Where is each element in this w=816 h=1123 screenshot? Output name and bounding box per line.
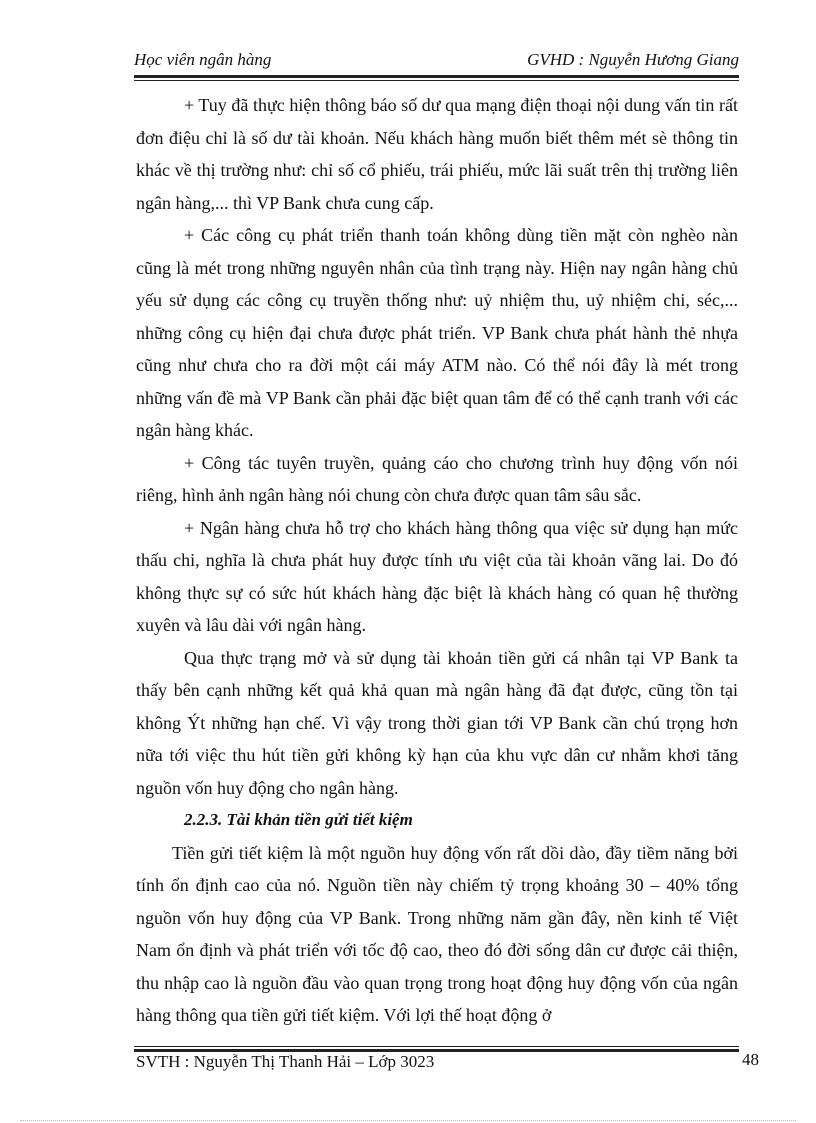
header-institution: Học viên ngân hàng	[134, 50, 272, 69]
paragraph-advertising: + Công tác tuyên truyền, quảng cáo cho chương trình huy động vốn nói riêng, hình ảnh ngân hàng nói chung còn chưa được quan tâm sâu sắc.	[136, 452, 738, 505]
paragraph-summary: Qua thực trạng mở và sử dụng tài khoản tiền gửi cá nhân tại VP Bank ta thấy bên cạnh những kết quả khả quan mà ngân hàng đã đạt được, cũng tồn tại không Ýt những hạn chế. Vì vậy trong thời gian tới VP Bank cần chú trọng hơn nữa tới việc thu hút tiền gửi không kỳ hạn của khu vực dân cư nhằm khơi tăng nguồn vốn huy động cho ngân hàng.	[136, 647, 738, 798]
footer-student: SVTH : Nguyễn Thị Thanh Hải – Lớp 3023	[136, 1052, 435, 1071]
footer-rule-thin	[134, 1046, 739, 1047]
header-rule-thin	[134, 80, 739, 81]
page-number: 48	[742, 1050, 759, 1069]
paragraph-savings: Tiền gửi tiết kiệm là một nguồn huy động vốn rất dồi dào, đầy tiềm năng bởi tính ổn định cao của nó. Nguồn tiền này chiếm tỷ trọng khoảng 30 – 40% tổng nguồn vốn huy động của VP Bank. Trong những năm gần đây, nền kinh tế Việt Nam ổn định và phát triển với tốc độ cao, theo đó đời sống dân cư được cải thiện, thu nhập cao là nguồn đầu vào quan trọng trong hoạt động huy động vốn của ngân hàng thông qua tiền gửi tiết kiệm. Với lợi thế hoạt động ở	[136, 842, 738, 1025]
header-supervisor: GVHD : Nguyễn Hương Giang	[527, 50, 739, 69]
page-bottom-border	[20, 1120, 796, 1121]
section-heading: 2.2.3. Tài khản tiền gửi tiết kiệm	[184, 810, 413, 829]
body-text	[136, 89, 738, 1032]
paragraph-payment-tools: + Các công cụ phát triển thanh toán không dùng tiền mặt còn nghèo nàn cũng là mét trong những nguyên nhân của tình trạng này. Hiện nay ngân hàng chủ yếu sử dụng các công cụ truyền thống như: uỷ nhiệm thu, uỷ nhiệm chi, séc,... những công cụ hiện đại chưa được phát triển. VP Bank chưa phát hành thẻ nhựa cũng như chưa cho ra đời một cái máy ATM nào. Có thể nói đây là mét trong những vấn đề mà VP Bank cần phải đặc biệt quan tâm để có thể cạnh tranh với các ngân hàng khác.	[136, 225, 738, 440]
page-header	[134, 48, 739, 74]
paragraph-notification: + Tuy đã thực hiện thông báo số dư qua mạng điện thoại nội dung vấn tin rất đơn điệu chỉ là số dư tài khoản. Nếu khách hàng muốn biết thêm mét sè thông tin khác về thị trường như: chỉ số cổ phiếu, trái phiếu, mức lãi suất trên thị trường liên ngân hàng,... thì VP Bank chưa cung cấp.	[136, 95, 738, 213]
paragraph-overdraft: + Ngân hàng chưa hỗ trợ cho khách hàng thông qua việc sử dụng hạn mức thấu chi, nghĩa là chưa phát huy được tính ưu việt của tài khoản vãng lai. Do đó không thực sự có sức hút khách hàng đặc biệt là khách hàng có quan hệ thường xuyên và lâu dài với ngân hàng.	[136, 517, 738, 635]
header-rule-thick	[134, 75, 739, 78]
